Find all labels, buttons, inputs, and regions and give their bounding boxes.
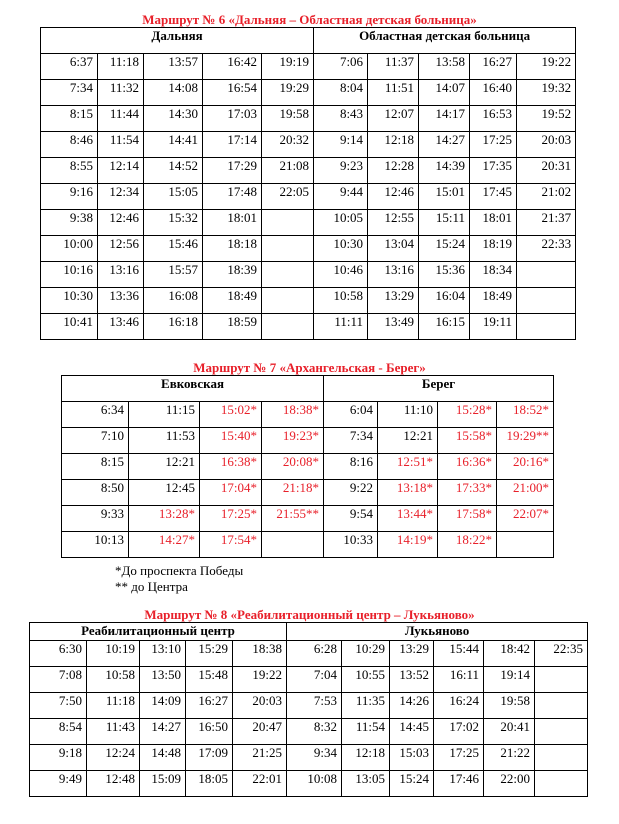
- time-cell: 13:58: [419, 54, 470, 80]
- time-cell: 10:41: [41, 314, 98, 340]
- time-cell: 13:36: [98, 288, 144, 314]
- time-cell: 14:41: [144, 132, 203, 158]
- time-cell: [535, 719, 588, 745]
- time-cell: 10:30: [314, 236, 368, 262]
- time-cell: 12:51*: [378, 454, 438, 480]
- time-cell: 16:53: [470, 106, 517, 132]
- time-cell: 21:18*: [262, 480, 324, 506]
- time-cell: 11:54: [342, 719, 390, 745]
- time-cell: 20:03: [233, 693, 287, 719]
- time-cell: 14:07: [419, 80, 470, 106]
- time-cell: 16:08: [144, 288, 203, 314]
- time-cell: [535, 771, 588, 797]
- route-8-right-header: Лукьяново: [287, 623, 588, 641]
- time-cell: 15:24: [419, 236, 470, 262]
- time-cell: 12:46: [368, 184, 419, 210]
- time-cell: 15:29: [186, 641, 233, 667]
- table-row: [41, 184, 576, 210]
- route-6-left-header: Дальняя: [41, 28, 314, 54]
- time-cell: 12:55: [368, 210, 419, 236]
- time-cell: 10:08: [287, 771, 342, 797]
- time-cell: 15:36: [419, 262, 470, 288]
- time-cell: 17:09: [186, 745, 233, 771]
- time-cell: 11:51: [368, 80, 419, 106]
- time-cell: 7:08: [30, 667, 87, 693]
- time-cell: 22:00: [484, 771, 535, 797]
- route-7-left-header: Евковская: [62, 376, 324, 402]
- time-cell: 8:55: [41, 158, 98, 184]
- time-cell: 20:16*: [497, 454, 554, 480]
- time-cell: 13:16: [368, 262, 419, 288]
- time-cell: 15:46: [144, 236, 203, 262]
- time-cell: 20:31: [517, 158, 576, 184]
- route-6-right-header: Областная детская больница: [314, 28, 576, 54]
- time-cell: 19:14: [484, 667, 535, 693]
- time-cell: [262, 532, 324, 558]
- route-6-table: [40, 27, 576, 340]
- route-8-table: [29, 622, 588, 797]
- time-cell: 16:18: [144, 314, 203, 340]
- table-row: [62, 454, 554, 480]
- time-cell: 13:50: [140, 667, 186, 693]
- time-cell: 17:14: [203, 132, 262, 158]
- time-cell: 16:50: [186, 719, 233, 745]
- table-row: [41, 106, 576, 132]
- time-cell: 11:53: [129, 428, 200, 454]
- time-cell: 19:58: [484, 693, 535, 719]
- time-cell: 9:16: [41, 184, 98, 210]
- time-cell: 16:27: [186, 693, 233, 719]
- time-cell: 17:25: [470, 132, 517, 158]
- time-cell: 12:14: [98, 158, 144, 184]
- time-cell: 12:24: [87, 745, 140, 771]
- route-7-note-1: *До проспекта Победы: [115, 563, 244, 578]
- time-cell: 13:10: [140, 641, 186, 667]
- time-cell: 21:55**: [262, 506, 324, 532]
- time-cell: 16:38*: [200, 454, 262, 480]
- time-cell: 21:02: [517, 184, 576, 210]
- time-cell: 19:32: [517, 80, 576, 106]
- time-cell: [497, 532, 554, 558]
- time-cell: 13:04: [368, 236, 419, 262]
- time-cell: 10:00: [41, 236, 98, 262]
- time-cell: 22:35: [535, 641, 588, 667]
- time-cell: 9:18: [30, 745, 87, 771]
- time-cell: 18:38*: [262, 402, 324, 428]
- time-cell: 18:34: [470, 262, 517, 288]
- time-cell: 13:29: [368, 288, 419, 314]
- time-cell: [517, 262, 576, 288]
- time-cell: 13:46: [98, 314, 144, 340]
- time-cell: [517, 314, 576, 340]
- table-row: [41, 314, 576, 340]
- time-cell: 6:28: [287, 641, 342, 667]
- time-cell: 11:35: [342, 693, 390, 719]
- time-cell: 18:59: [203, 314, 262, 340]
- time-cell: 18:42: [484, 641, 535, 667]
- time-cell: 19:22: [517, 54, 576, 80]
- time-cell: 17:02: [434, 719, 484, 745]
- time-cell: 17:03: [203, 106, 262, 132]
- time-cell: 10:33: [324, 532, 378, 558]
- time-cell: 13:18*: [378, 480, 438, 506]
- time-cell: 16:36*: [438, 454, 497, 480]
- time-cell: 14:45: [390, 719, 434, 745]
- time-cell: 11:54: [98, 132, 144, 158]
- time-cell: 10:58: [87, 667, 140, 693]
- time-cell: 19:22: [233, 667, 287, 693]
- time-cell: [262, 314, 314, 340]
- route-8-body: [30, 641, 588, 797]
- table-row: [62, 532, 554, 558]
- table-row: [41, 210, 576, 236]
- time-cell: 18:01: [203, 210, 262, 236]
- time-cell: [535, 745, 588, 771]
- time-cell: 15:24: [390, 771, 434, 797]
- time-cell: 8:46: [41, 132, 98, 158]
- time-cell: 18:39: [203, 262, 262, 288]
- time-cell: 9:23: [314, 158, 368, 184]
- time-cell: 15:11: [419, 210, 470, 236]
- time-cell: 7:10: [62, 428, 129, 454]
- time-cell: 8:15: [41, 106, 98, 132]
- time-cell: 6:30: [30, 641, 87, 667]
- time-cell: 10:55: [342, 667, 390, 693]
- time-cell: 18:49: [470, 288, 517, 314]
- table-row: [41, 80, 576, 106]
- route-7-note-2: ** до Центра: [115, 579, 188, 594]
- time-cell: 13:05: [342, 771, 390, 797]
- time-cell: 18:18: [203, 236, 262, 262]
- time-cell: 18:52*: [497, 402, 554, 428]
- time-cell: 9:33: [62, 506, 129, 532]
- time-cell: 9:22: [324, 480, 378, 506]
- table-row: [41, 288, 576, 314]
- table-row: [41, 262, 576, 288]
- table-row: [41, 158, 576, 184]
- time-cell: 13:28*: [129, 506, 200, 532]
- route-7-table: [61, 375, 554, 558]
- route-8-title: Маршрут № 8 «Реабилитационный центр – Лукьяново»: [144, 607, 475, 622]
- time-cell: 14:39: [419, 158, 470, 184]
- time-cell: 7:06: [314, 54, 368, 80]
- time-cell: 9:14: [314, 132, 368, 158]
- time-cell: [262, 236, 314, 262]
- time-cell: 8:43: [314, 106, 368, 132]
- time-cell: 22:07*: [497, 506, 554, 532]
- time-cell: 14:27: [419, 132, 470, 158]
- time-cell: 10:46: [314, 262, 368, 288]
- time-cell: 21:08: [262, 158, 314, 184]
- time-cell: 15:03: [390, 745, 434, 771]
- time-cell: 18:38: [233, 641, 287, 667]
- time-cell: 9:54: [324, 506, 378, 532]
- time-cell: 14:52: [144, 158, 203, 184]
- time-cell: 20:08*: [262, 454, 324, 480]
- time-cell: 14:19*: [378, 532, 438, 558]
- time-cell: 11:15: [129, 402, 200, 428]
- time-cell: [262, 288, 314, 314]
- time-cell: 8:16: [324, 454, 378, 480]
- table-row: [30, 693, 588, 719]
- time-cell: 18:49: [203, 288, 262, 314]
- time-cell: 13:29: [390, 641, 434, 667]
- time-cell: 14:08: [144, 80, 203, 106]
- time-cell: 15:40*: [200, 428, 262, 454]
- time-cell: 11:11: [314, 314, 368, 340]
- route-7-title: Маршрут № 7 «Архангельская - Берег»: [193, 360, 426, 375]
- time-cell: 19:19: [262, 54, 314, 80]
- time-cell: 14:09: [140, 693, 186, 719]
- time-cell: 12:48: [87, 771, 140, 797]
- time-cell: 7:50: [30, 693, 87, 719]
- time-cell: 7:34: [324, 428, 378, 454]
- time-cell: 7:53: [287, 693, 342, 719]
- time-cell: 6:34: [62, 402, 129, 428]
- time-cell: 12:07: [368, 106, 419, 132]
- table-row: [41, 132, 576, 158]
- time-cell: 17:25: [434, 745, 484, 771]
- route-6-title: Маршрут № 6 «Дальняя – Областная детская больница»: [142, 12, 477, 27]
- time-cell: 22:01: [233, 771, 287, 797]
- time-cell: 17:45: [470, 184, 517, 210]
- table-row: [30, 719, 588, 745]
- time-cell: 15:05: [144, 184, 203, 210]
- time-cell: 20:03: [517, 132, 576, 158]
- time-cell: 16:24: [434, 693, 484, 719]
- time-cell: 9:49: [30, 771, 87, 797]
- time-cell: 16:27: [470, 54, 517, 80]
- time-cell: 14:48: [140, 745, 186, 771]
- time-cell: 14:27: [140, 719, 186, 745]
- time-cell: 13:44*: [378, 506, 438, 532]
- time-cell: 15:02*: [200, 402, 262, 428]
- time-cell: 20:47: [233, 719, 287, 745]
- time-cell: 10:58: [314, 288, 368, 314]
- time-cell: 11:32: [98, 80, 144, 106]
- time-cell: 15:48: [186, 667, 233, 693]
- time-cell: 9:44: [314, 184, 368, 210]
- time-cell: 13:57: [144, 54, 203, 80]
- time-cell: [262, 210, 314, 236]
- time-cell: 7:34: [41, 80, 98, 106]
- time-cell: 9:38: [41, 210, 98, 236]
- time-cell: 9:34: [287, 745, 342, 771]
- time-cell: 15:09: [140, 771, 186, 797]
- time-cell: 12:46: [98, 210, 144, 236]
- time-cell: 17:54*: [200, 532, 262, 558]
- time-cell: 17:04*: [200, 480, 262, 506]
- time-cell: 19:23*: [262, 428, 324, 454]
- time-cell: [262, 262, 314, 288]
- time-cell: 15:32: [144, 210, 203, 236]
- time-cell: 18:01: [470, 210, 517, 236]
- time-cell: 17:46: [434, 771, 484, 797]
- table-row: [62, 480, 554, 506]
- time-cell: 11:18: [87, 693, 140, 719]
- table-row: [62, 402, 554, 428]
- table-row: [30, 667, 588, 693]
- time-cell: 12:18: [368, 132, 419, 158]
- time-cell: 16:54: [203, 80, 262, 106]
- time-cell: 12:28: [368, 158, 419, 184]
- time-cell: 12:21: [378, 428, 438, 454]
- route-6-body: [41, 54, 576, 340]
- time-cell: 10:16: [41, 262, 98, 288]
- table-row: [30, 771, 588, 797]
- route-7-body: [62, 402, 554, 558]
- time-cell: 10:19: [87, 641, 140, 667]
- time-cell: 17:35: [470, 158, 517, 184]
- time-cell: 12:56: [98, 236, 144, 262]
- time-cell: 8:54: [30, 719, 87, 745]
- table-row: [30, 641, 588, 667]
- time-cell: 17:25*: [200, 506, 262, 532]
- time-cell: 14:17: [419, 106, 470, 132]
- time-cell: [535, 667, 588, 693]
- table-row: [41, 54, 576, 80]
- time-cell: 6:04: [324, 402, 378, 428]
- time-cell: 14:30: [144, 106, 203, 132]
- time-cell: 19:52: [517, 106, 576, 132]
- time-cell: 17:29: [203, 158, 262, 184]
- time-cell: 10:05: [314, 210, 368, 236]
- time-cell: 8:32: [287, 719, 342, 745]
- time-cell: 22:33: [517, 236, 576, 262]
- time-cell: 17:33*: [438, 480, 497, 506]
- time-cell: 21:37: [517, 210, 576, 236]
- time-cell: 14:26: [390, 693, 434, 719]
- time-cell: 13:16: [98, 262, 144, 288]
- time-cell: 11:10: [378, 402, 438, 428]
- time-cell: 8:50: [62, 480, 129, 506]
- time-cell: 14:27*: [129, 532, 200, 558]
- time-cell: 15:57: [144, 262, 203, 288]
- time-cell: 10:30: [41, 288, 98, 314]
- time-cell: 20:41: [484, 719, 535, 745]
- time-cell: 16:15: [419, 314, 470, 340]
- table-row: [62, 506, 554, 532]
- time-cell: 17:48: [203, 184, 262, 210]
- time-cell: 12:18: [342, 745, 390, 771]
- time-cell: 11:43: [87, 719, 140, 745]
- route-8-left-header: Реабилитационный центр: [30, 623, 287, 641]
- time-cell: 13:49: [368, 314, 419, 340]
- time-cell: 15:01: [419, 184, 470, 210]
- time-cell: 16:42: [203, 54, 262, 80]
- time-cell: 8:04: [314, 80, 368, 106]
- time-cell: 11:44: [98, 106, 144, 132]
- time-cell: 18:22*: [438, 532, 497, 558]
- time-cell: 7:04: [287, 667, 342, 693]
- time-cell: 6:37: [41, 54, 98, 80]
- time-cell: 20:32: [262, 132, 314, 158]
- table-row: [62, 428, 554, 454]
- time-cell: 10:13: [62, 532, 129, 558]
- time-cell: 12:21: [129, 454, 200, 480]
- time-cell: 18:19: [470, 236, 517, 262]
- table-row: [41, 236, 576, 262]
- time-cell: [535, 693, 588, 719]
- table-row: [30, 745, 588, 771]
- time-cell: 15:28*: [438, 402, 497, 428]
- time-cell: 12:34: [98, 184, 144, 210]
- time-cell: 17:58*: [438, 506, 497, 532]
- time-cell: 15:44: [434, 641, 484, 667]
- time-cell: 18:05: [186, 771, 233, 797]
- time-cell: 11:18: [98, 54, 144, 80]
- route-7-right-header: Берег: [324, 376, 554, 402]
- time-cell: 12:45: [129, 480, 200, 506]
- time-cell: 16:04: [419, 288, 470, 314]
- time-cell: 22:05: [262, 184, 314, 210]
- time-cell: 21:25: [233, 745, 287, 771]
- time-cell: 16:11: [434, 667, 484, 693]
- time-cell: 19:29: [262, 80, 314, 106]
- time-cell: 19:29**: [497, 428, 554, 454]
- time-cell: [517, 288, 576, 314]
- time-cell: 19:11: [470, 314, 517, 340]
- time-cell: 8:15: [62, 454, 129, 480]
- time-cell: 11:37: [368, 54, 419, 80]
- time-cell: 10:29: [342, 641, 390, 667]
- time-cell: 21:22: [484, 745, 535, 771]
- time-cell: 16:40: [470, 80, 517, 106]
- time-cell: 15:58*: [438, 428, 497, 454]
- time-cell: 19:58: [262, 106, 314, 132]
- time-cell: 21:00*: [497, 480, 554, 506]
- time-cell: 13:52: [390, 667, 434, 693]
